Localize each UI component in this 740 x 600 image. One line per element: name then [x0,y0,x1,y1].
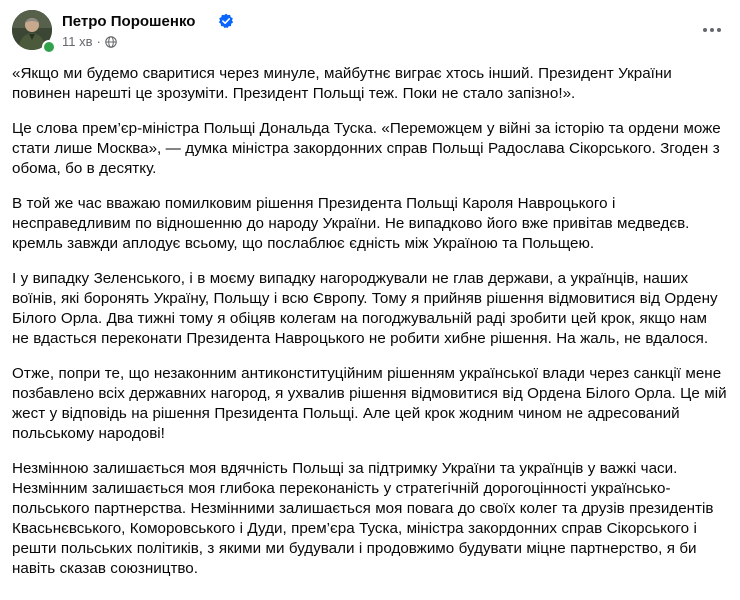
post-paragraph: «Якщо ми будемо сваритися через минуле, майбутнє виграє хтось інший. Президент України повинен нарешті це зрозуміти. Президент Польщі теж. Поки не стало запізно!». [12,65,672,102]
post-timestamp[interactable]: 11 хв [62,34,93,49]
post-paragraph: Це слова прем’єр-міністра Польщі Дональда Туска. «Переможцем у війні за історію та ордени може стати лише Москва», — думка міністра закордонних справ Польщі Радослава Сікорського. Згоден з обома, бо в десятку. [12,120,721,177]
post-body [12,64,728,594]
author-name[interactable]: Петро Порошенко [62,13,196,30]
post-header [12,10,728,56]
globe-icon[interactable] [105,36,117,48]
post-paragraph: В той же час вважаю помилковим рішення Президента Польщі Кароля Навроцького і несправедливим по відношенню до народу України. Не випадково його вже привітав медведєв. кремль завжди аплодує всьому, що послаблює єдність між Україною та Польщею. [12,195,690,252]
meta-separator: · [96,34,101,49]
post-paragraph: І у випадку Зеленського, і в моєму випадку нагороджували не глав держави, а українців, наших воїнів, які боронять Україну, Польщу і всю Європу. Тому я прийняв рішення відмовитися від Ордену Білого Орла. Два тижні тому я обіцяв колегам на погоджувальній раді зробити цей крок, якщо нам не вдасться переконати Президента Навроцького не робити хибне рішення. На жаль, не вдалося. [12,270,718,347]
post-paragraph: Отже, попри те, що незаконним антиконституційним рішенням української влади через санкції мене позбавлено всіх державних нагород, я ухвалив рішення відмовитися від Ордена Білого Орла. Це мій жест у відповідь на рішення Президента Польщі. Але цей крок жодним чином не адресований польському народові! [12,365,727,442]
post-meta [62,34,117,50]
post-paragraph: Незмінною залишається моя вдячність Польщі за підтримку України та українців у важкі часи. Незмінним залишається моя глибока переконаність у стратегічній дорогоцінності українсько-польського партнерства. Незмінними залишається моя повага до своїх колег та друзів президентів Квасьнєвського, Коморовського і Дуди, прем’єра Туска, міністра закордонних справ Сікорського і решти польських політиків, з якими ми будували і продовжимо будувати міцне партнерство, я би навіть сказав союзництво. [12,460,714,577]
more-horizontal-icon[interactable] [700,18,724,42]
online-status-indicator [42,40,56,54]
verified-badge-icon [218,13,234,29]
